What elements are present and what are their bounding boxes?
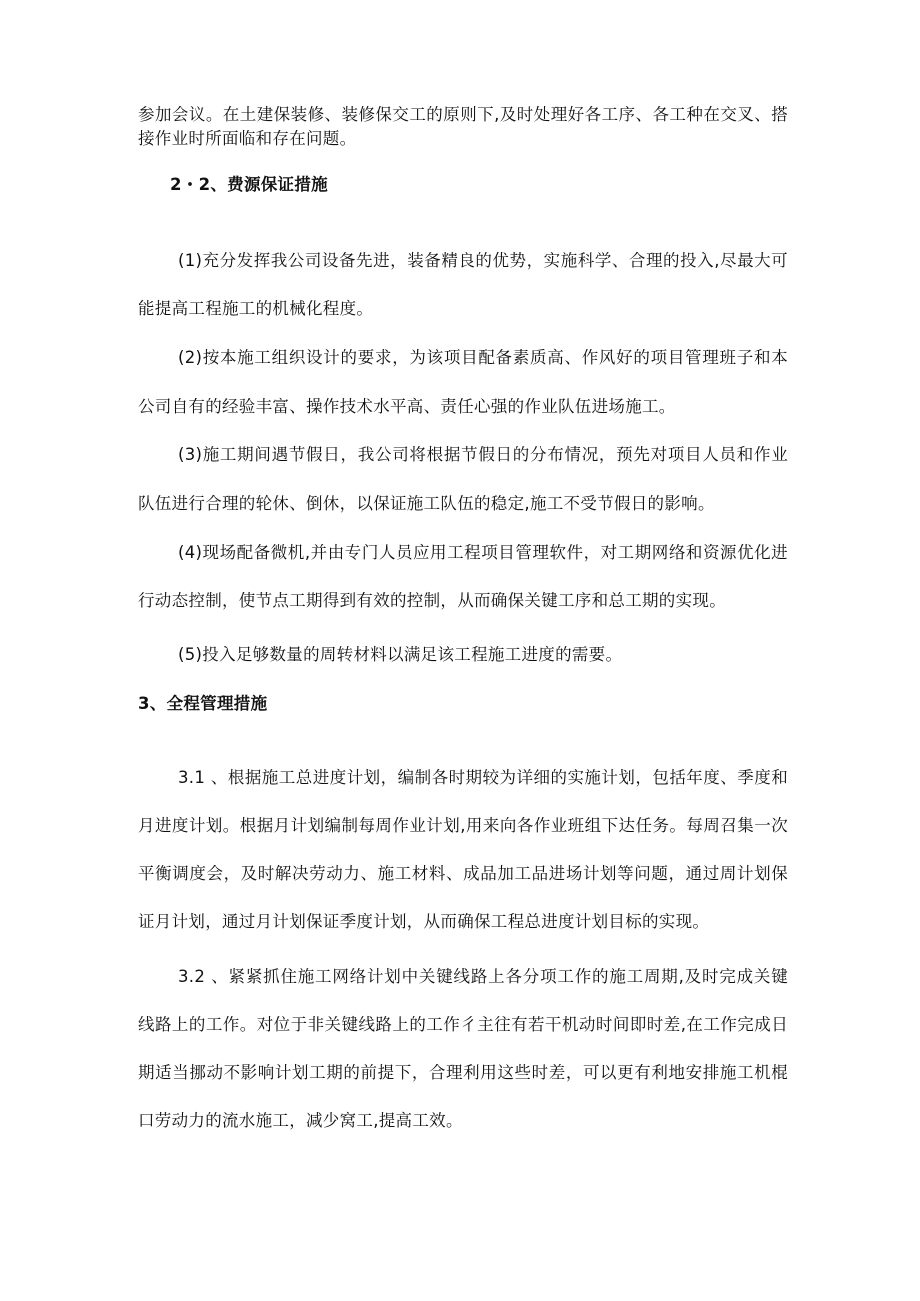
item-5-line-1: (5)投入足够数量的周转材料以满足该工程施工进度的需要。 [178,645,623,664]
intro-line-1: 参加会议。在土建保装修、装修保交工的原则下,及时处理好各工序、各工种在交叉、搭 [138,105,788,124]
para-3-1-line-4: 证月计划，通过月计划保证季度计划，从而确保工程总进度计划目标的实现。 [138,912,710,931]
item-2-line-2: 公司自有的经验丰富、操作技术水平高、责任心强的作业队伍进场施工。 [138,397,676,416]
para-3-2-line-2: 线路上的工作。对位于非关键线路上的工作彳主往有若干机动时间即时差,在工作完成日 [138,1015,788,1034]
item-4-line-2: 行动态控制，使节点工期得到有效的控制，从而确保关键工序和总工期的实现。 [138,591,726,610]
item-3-line-2: 队伍进行合理的轮休、倒休，以保证施工队伍的稳定,施工不受节假日的影响。 [138,494,715,513]
section-3-heading: 3、全程管理措施 [138,694,268,713]
section-2-2-heading: 2・2、费源保证措施 [170,175,328,194]
para-3-2-line-4: 口劳动力的流水施工，减少窝工,提高工效。 [138,1111,463,1130]
intro-line-2: 接作业时所面临和存在问题。 [138,129,357,148]
item-1-line-2: 能提高工程施工的机械化程度。 [138,299,374,318]
item-1-line-1: (1)充分发挥我公司设备先进，装备精良的优势，实施科学、合理的投入,尽最大可 [178,251,788,270]
item-3-line-1: (3)施工期间遇节假日，我公司将根据节假日的分布情况，预先对项目人员和作业 [178,445,788,464]
para-3-2-line-1: 3.2 、紧紧抓住施工网络计划中关键线路上各分项工作的施工周期,及时完成关键 [178,967,788,986]
item-4-line-1: (4)现场配备微机,并由专门人员应用工程项目管理软件，对工期网络和资源优化进 [178,543,788,562]
para-3-2-line-3: 期适当挪动不影响计划工期的前提下，合理利用这些时差，可以更有利地安排施工机棍 [138,1063,788,1082]
para-3-1-line-2: 月进度计划。根据月计划编制每周作业计划,用来向各作业班组下达任务。每周召集一次 [138,816,788,835]
item-2-line-1: (2)按本施工组织设计的要求，为该项目配备素质高、作风好的项目管理班子和本 [178,348,788,367]
para-3-1-line-1: 3.1 、根据施工总进度计划，编制各时期较为详细的实施计划，包括年度、季度和 [178,768,788,787]
para-3-1-line-3: 平衡调度会，及时解决劳动力、施工材料、成品加工品进场计划等问题，通过周计划保 [138,864,788,883]
